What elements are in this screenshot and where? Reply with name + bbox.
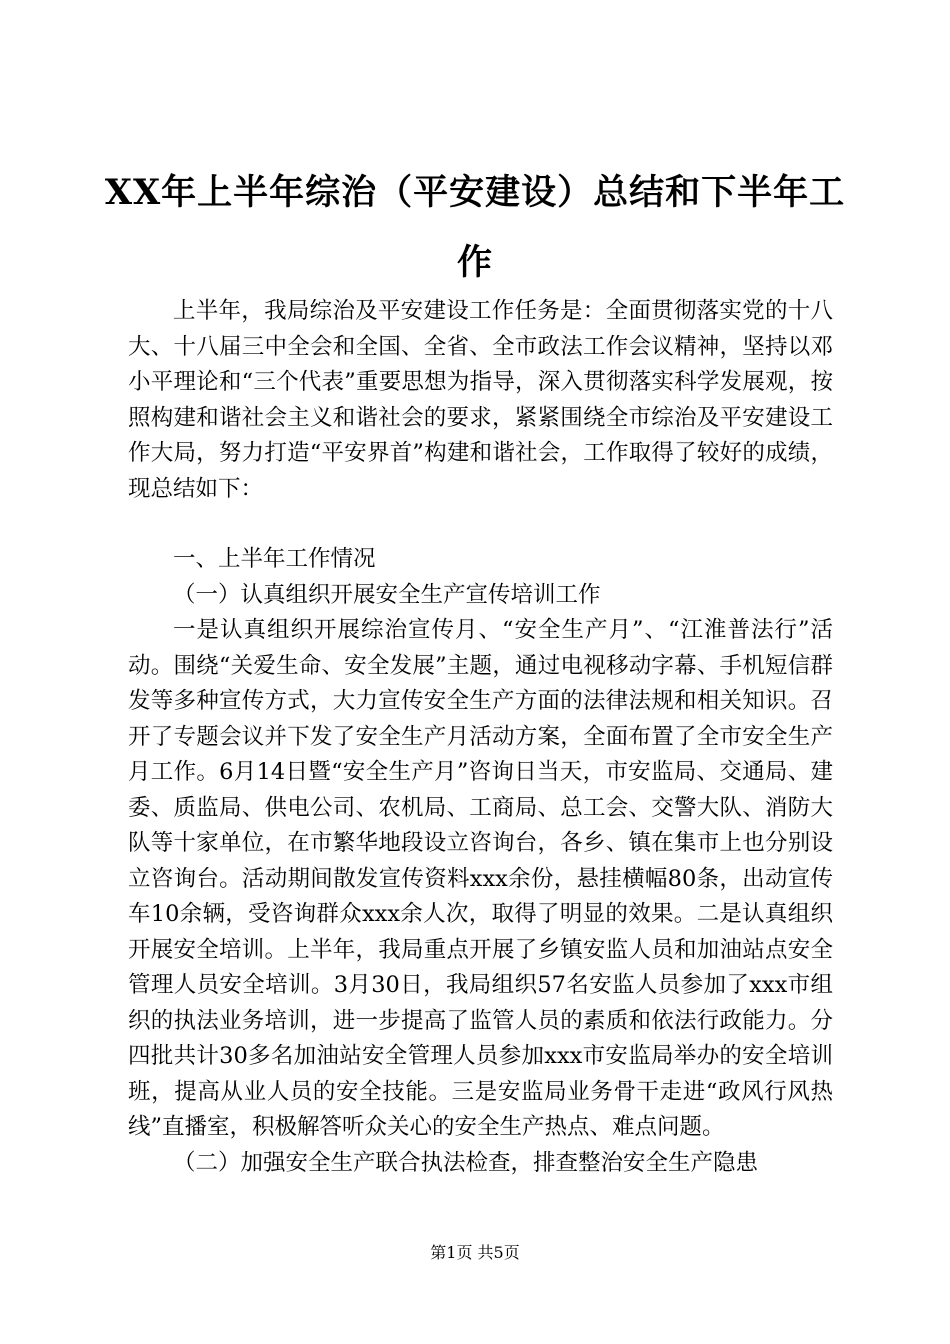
section-heading: 一、上半年工作情况 bbox=[173, 546, 376, 572]
subsection-heading: （一）认真组织开展安全生产宣传培训工作 bbox=[173, 581, 601, 608]
subsection-heading: （二）加强安全生产联合执法检查，排查整治安全生产隐患 bbox=[173, 1149, 759, 1176]
page-number-footer: 第1页 共5页 bbox=[430, 1243, 520, 1262]
body-paragraph: 一是认真组织开展综治宣传月、“安全生产月”、“江淮普法行”活动。围绕“关爱生命、安全发展”主题，通过电视移动字幕、手机短信群发等多种宣传方式，大力宣传安全生产方面的法律法规和相关知识。召开了专题会议并下发了安全生产月活动方案，全面布置了全市安全生产月工作。6月14日暨“安全生产月”咨询日当天，市安监局、交通局、建委、质监局、供电公司、农机局、工商局、总工会、交警大队、消防大队等十家单位，在市繁华地段设立咨询台，各乡、镇在集市上也分别设立咨询台。活动期间散发宣传资料xxx余份，悬挂横幅80条，出动宣传车10余辆，受咨询群众xxx余人次，取得了明显的效果。二是认真组织开展安全培训。上半年，我局重点开展了乡镇安监人员和加油站点安全管理人员安全培训。3月30日，我局组织57名安监人员参加了xxx市组织的执法业务培训，进一步提高了监管人员的素质和依法行政能力。分四批共计30多名加油站安全管理人员参加xxx市安监局举办的安全培训班，提高从业人员的安全技能。三是安监局业务骨干走进“政风行风热线”直播室，积极解答听众关心的安全生产热点、难点问题。 bbox=[128, 617, 833, 1140]
document-body bbox=[128, 294, 833, 1181]
document-title: XX年上半年综治（平安建设）总结和下半年工作 bbox=[104, 172, 846, 283]
intro-paragraph: 上半年，我局综治及平安建设工作任务是：全面贯彻落实党的十八大、十八届三中全会和全国、全省、全市政法工作会议精神，坚持以邓小平理论和“三个代表”重要思想为指导，深入贯彻落实科学发展观，按照构建和谐社会主义和谐社会的要求，紧紧围绕全市综治及平安建设工作大局，努力打造“平安界首”构建和谐社会，工作取得了较好的成绩，现总结如下： bbox=[128, 298, 833, 502]
